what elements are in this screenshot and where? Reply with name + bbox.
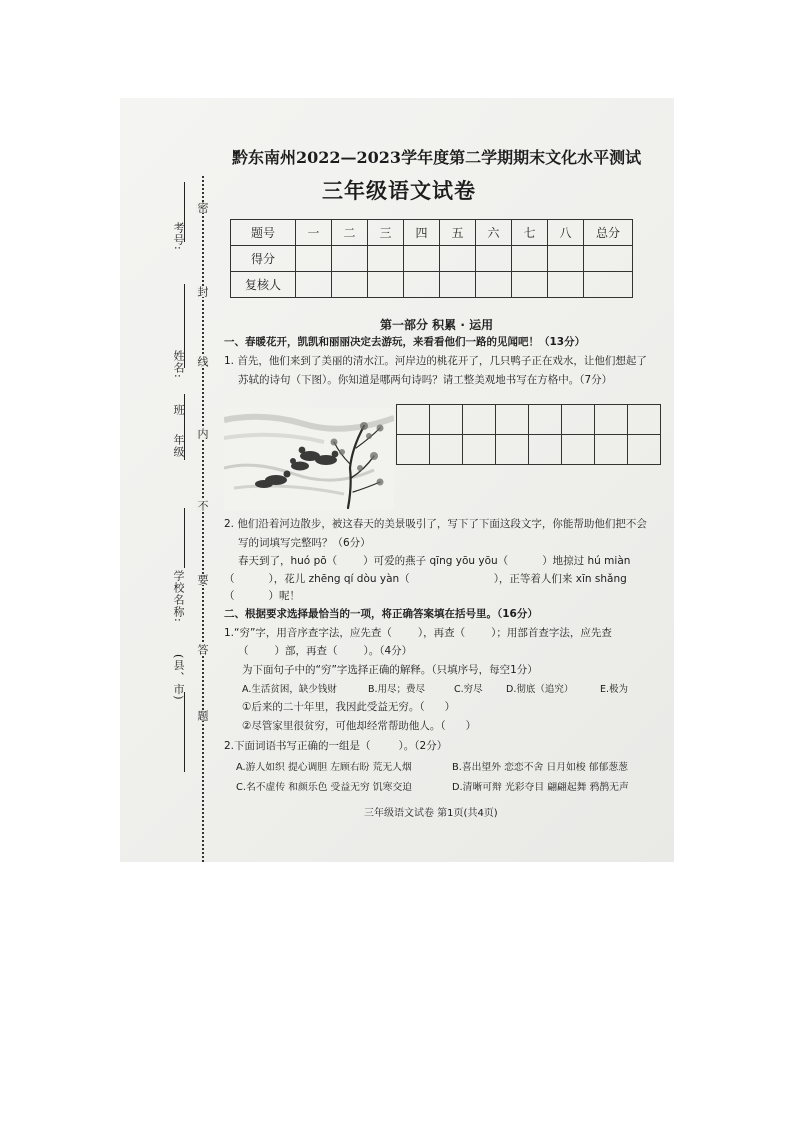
question-text: ）；用部首查字法，应先查 <box>491 627 612 639</box>
grid-cell[interactable] <box>562 435 595 465</box>
question-text: 1.“穷”字，用音序查字法，应先查（ <box>224 627 392 639</box>
question-text: ）。（2分） <box>398 740 448 752</box>
school-name-blank <box>184 508 185 568</box>
pinyin-text: ），正等着人们来 xīn shǎng <box>493 573 627 585</box>
choice-a: A.游人如织 提心调胆 左顾右盼 荒无人烟 <box>236 762 412 773</box>
pinyin-line-2 <box>224 571 627 586</box>
pinyin-text: ）可爱的燕子 qīng yōu yōu（ <box>363 555 509 567</box>
seal-char: 内 <box>196 428 209 439</box>
score-table-header-row <box>231 220 633 246</box>
pinyin-text: ），花儿 zhēng qí dòu yàn（ <box>268 573 410 585</box>
page-footer: 三年级语文试卷 第1页(共4页) <box>364 808 498 819</box>
pinyin-text: （ <box>224 573 235 585</box>
grid-cell[interactable] <box>463 435 496 465</box>
score-cell[interactable] <box>368 246 404 272</box>
score-cell[interactable] <box>548 272 584 298</box>
score-cell[interactable] <box>548 246 584 272</box>
pinyin-text: （ <box>224 590 235 602</box>
question-text: ） <box>444 701 456 713</box>
score-cell[interactable] <box>512 272 548 298</box>
grade-class-blank <box>184 394 185 460</box>
question-text: 为下面句子中的“穷”字选择正确的解释。（只填序号，每空1分） <box>242 664 538 676</box>
score-table-row <box>231 272 633 298</box>
score-cell[interactable] <box>440 246 476 272</box>
seal-char: 答 <box>196 644 209 655</box>
seal-char: 密 <box>196 202 209 213</box>
pinyin-text: 春天到了，huó pō（ <box>238 555 338 567</box>
choice-b: B.用尽；费尽 <box>368 684 426 695</box>
score-cell[interactable] <box>296 272 332 298</box>
class-label: 班 <box>172 404 185 416</box>
ink-painting-image <box>224 408 394 510</box>
grid-cell[interactable] <box>628 405 661 435</box>
question-text: （ <box>238 645 249 657</box>
question-text: ） <box>465 720 477 732</box>
score-cell: 题号 <box>231 220 296 246</box>
score-cell[interactable] <box>296 246 332 272</box>
score-cell: 二 <box>332 220 368 246</box>
score-cell[interactable] <box>404 246 440 272</box>
choice-e: E.极为 <box>600 684 629 695</box>
choice-c: C.穷尽 <box>454 684 483 695</box>
score-cell[interactable] <box>368 272 404 298</box>
pinyin-text: ）呢！ <box>268 590 300 602</box>
grid-cell[interactable] <box>595 405 628 435</box>
score-table <box>230 219 633 298</box>
grid-cell[interactable] <box>562 405 595 435</box>
question-text: ）部，再查（ <box>274 645 338 657</box>
score-table-row <box>231 246 633 272</box>
score-cell[interactable] <box>440 272 476 298</box>
exam-number-blank <box>184 182 185 242</box>
section-heading: 二、根据要求选择最恰当的一项，将正确答案填在括号里。（16分） <box>224 608 538 620</box>
seal-char: 封 <box>196 286 209 297</box>
choice-a: A.生活贫困，缺少钱财 <box>242 684 337 695</box>
part-title: 第一部分 积累 · 运用 <box>380 318 494 332</box>
score-cell: 总分 <box>584 220 633 246</box>
pinyin-text: ）地掠过 hú miàn <box>542 555 631 567</box>
question-text: 2. 他们沿着河边散步，被这春天的美景吸引了，写下了下面这段文字，你能帮助他们把不会 <box>224 518 647 530</box>
exam-subtitle: 三年级语文试卷 <box>322 178 476 203</box>
question-line <box>238 643 412 658</box>
exam-title: 黔东南州2022—2023学年度第二学期期末文化水平测试 <box>232 148 642 167</box>
choice-c: C.名不虚传 和颜乐色 受益无穷 饥寒交迫 <box>236 782 413 793</box>
grid-cell[interactable] <box>628 435 661 465</box>
choice-d: D.清晰可辩 光彩夺目 翩翩起舞 鸦鹊无声 <box>452 782 629 793</box>
county-blank <box>184 692 185 772</box>
question-line <box>242 699 455 714</box>
question-line <box>224 625 612 640</box>
score-cell[interactable] <box>476 272 512 298</box>
score-cell: 八 <box>548 220 584 246</box>
score-cell[interactable] <box>332 272 368 298</box>
question-text: 1. 首先，他们来到了美丽的清水江。河岸边的桃花开了，几只鸭子正在戏水，让他们想起了 <box>224 355 647 367</box>
seal-char: 不 <box>196 500 209 511</box>
name-blank <box>184 284 185 368</box>
section-heading: 一、春暖花开，凯凯和丽丽决定去游玩，来看看他们一路的见闻吧！（13分） <box>224 336 586 348</box>
question-text: 写的词填写完整吗？（6分） <box>238 537 371 549</box>
question-line <box>242 718 476 733</box>
score-row-label: 复核人 <box>231 272 296 298</box>
grid-cell[interactable] <box>430 435 463 465</box>
grid-cell[interactable] <box>496 435 529 465</box>
score-cell: 一 <box>296 220 332 246</box>
grid-cell[interactable] <box>529 435 562 465</box>
name-label: 姓名: <box>172 350 185 379</box>
seal-char: 题 <box>196 710 209 721</box>
question-text: ①后来的二十年里，我因此受益无穷。（ <box>242 701 425 713</box>
school-name-label: 学校名称: <box>172 570 185 623</box>
score-cell[interactable] <box>332 246 368 272</box>
seal-char: 线 <box>196 356 209 367</box>
binding-dotted-line <box>202 176 204 862</box>
score-cell: 四 <box>404 220 440 246</box>
question-text: ）。（4分） <box>363 645 413 657</box>
grid-cell[interactable] <box>397 405 430 435</box>
seal-char: 要 <box>196 574 209 585</box>
score-cell[interactable] <box>404 272 440 298</box>
pinyin-line-3 <box>224 588 300 603</box>
grade-label: 年级 <box>172 434 185 458</box>
grid-cell[interactable] <box>397 435 430 465</box>
pinyin-line-1 <box>238 553 630 568</box>
score-cell[interactable] <box>512 246 548 272</box>
county-label: (县、市) <box>172 654 185 701</box>
score-row-label: 得分 <box>231 246 296 272</box>
score-cell[interactable] <box>476 246 512 272</box>
score-cell: 六 <box>476 220 512 246</box>
grid-cell[interactable] <box>430 405 463 435</box>
choice-b: B.喜出望外 恋恋不舍 日月如梭 郁郁葱葱 <box>452 762 628 773</box>
grid-cell[interactable] <box>529 405 562 435</box>
grid-cell[interactable] <box>463 405 496 435</box>
question-line <box>224 738 447 753</box>
question-text: 2.下面词语书写正确的一组是（ <box>224 740 371 752</box>
score-cell: 七 <box>512 220 548 246</box>
writing-grid <box>396 404 661 465</box>
score-cell: 五 <box>440 220 476 246</box>
grid-cell[interactable] <box>496 405 529 435</box>
question-text: 苏轼的诗句（下图）。你知道是哪两句诗吗？请工整美观地书写在方格中。（7分） <box>238 374 613 386</box>
question-text: ），再查（ <box>417 627 466 639</box>
question-text: ②尽管家里很贫穷，可他却经常帮助他人。（ <box>242 720 446 732</box>
grid-cell[interactable] <box>595 435 628 465</box>
score-cell[interactable] <box>584 272 633 298</box>
choice-d: D.彻底（追究） <box>506 684 574 695</box>
score-cell[interactable] <box>584 246 633 272</box>
exam-number-label: 考号: <box>172 222 185 251</box>
score-cell: 三 <box>368 220 404 246</box>
exam-page-photo <box>120 98 674 862</box>
